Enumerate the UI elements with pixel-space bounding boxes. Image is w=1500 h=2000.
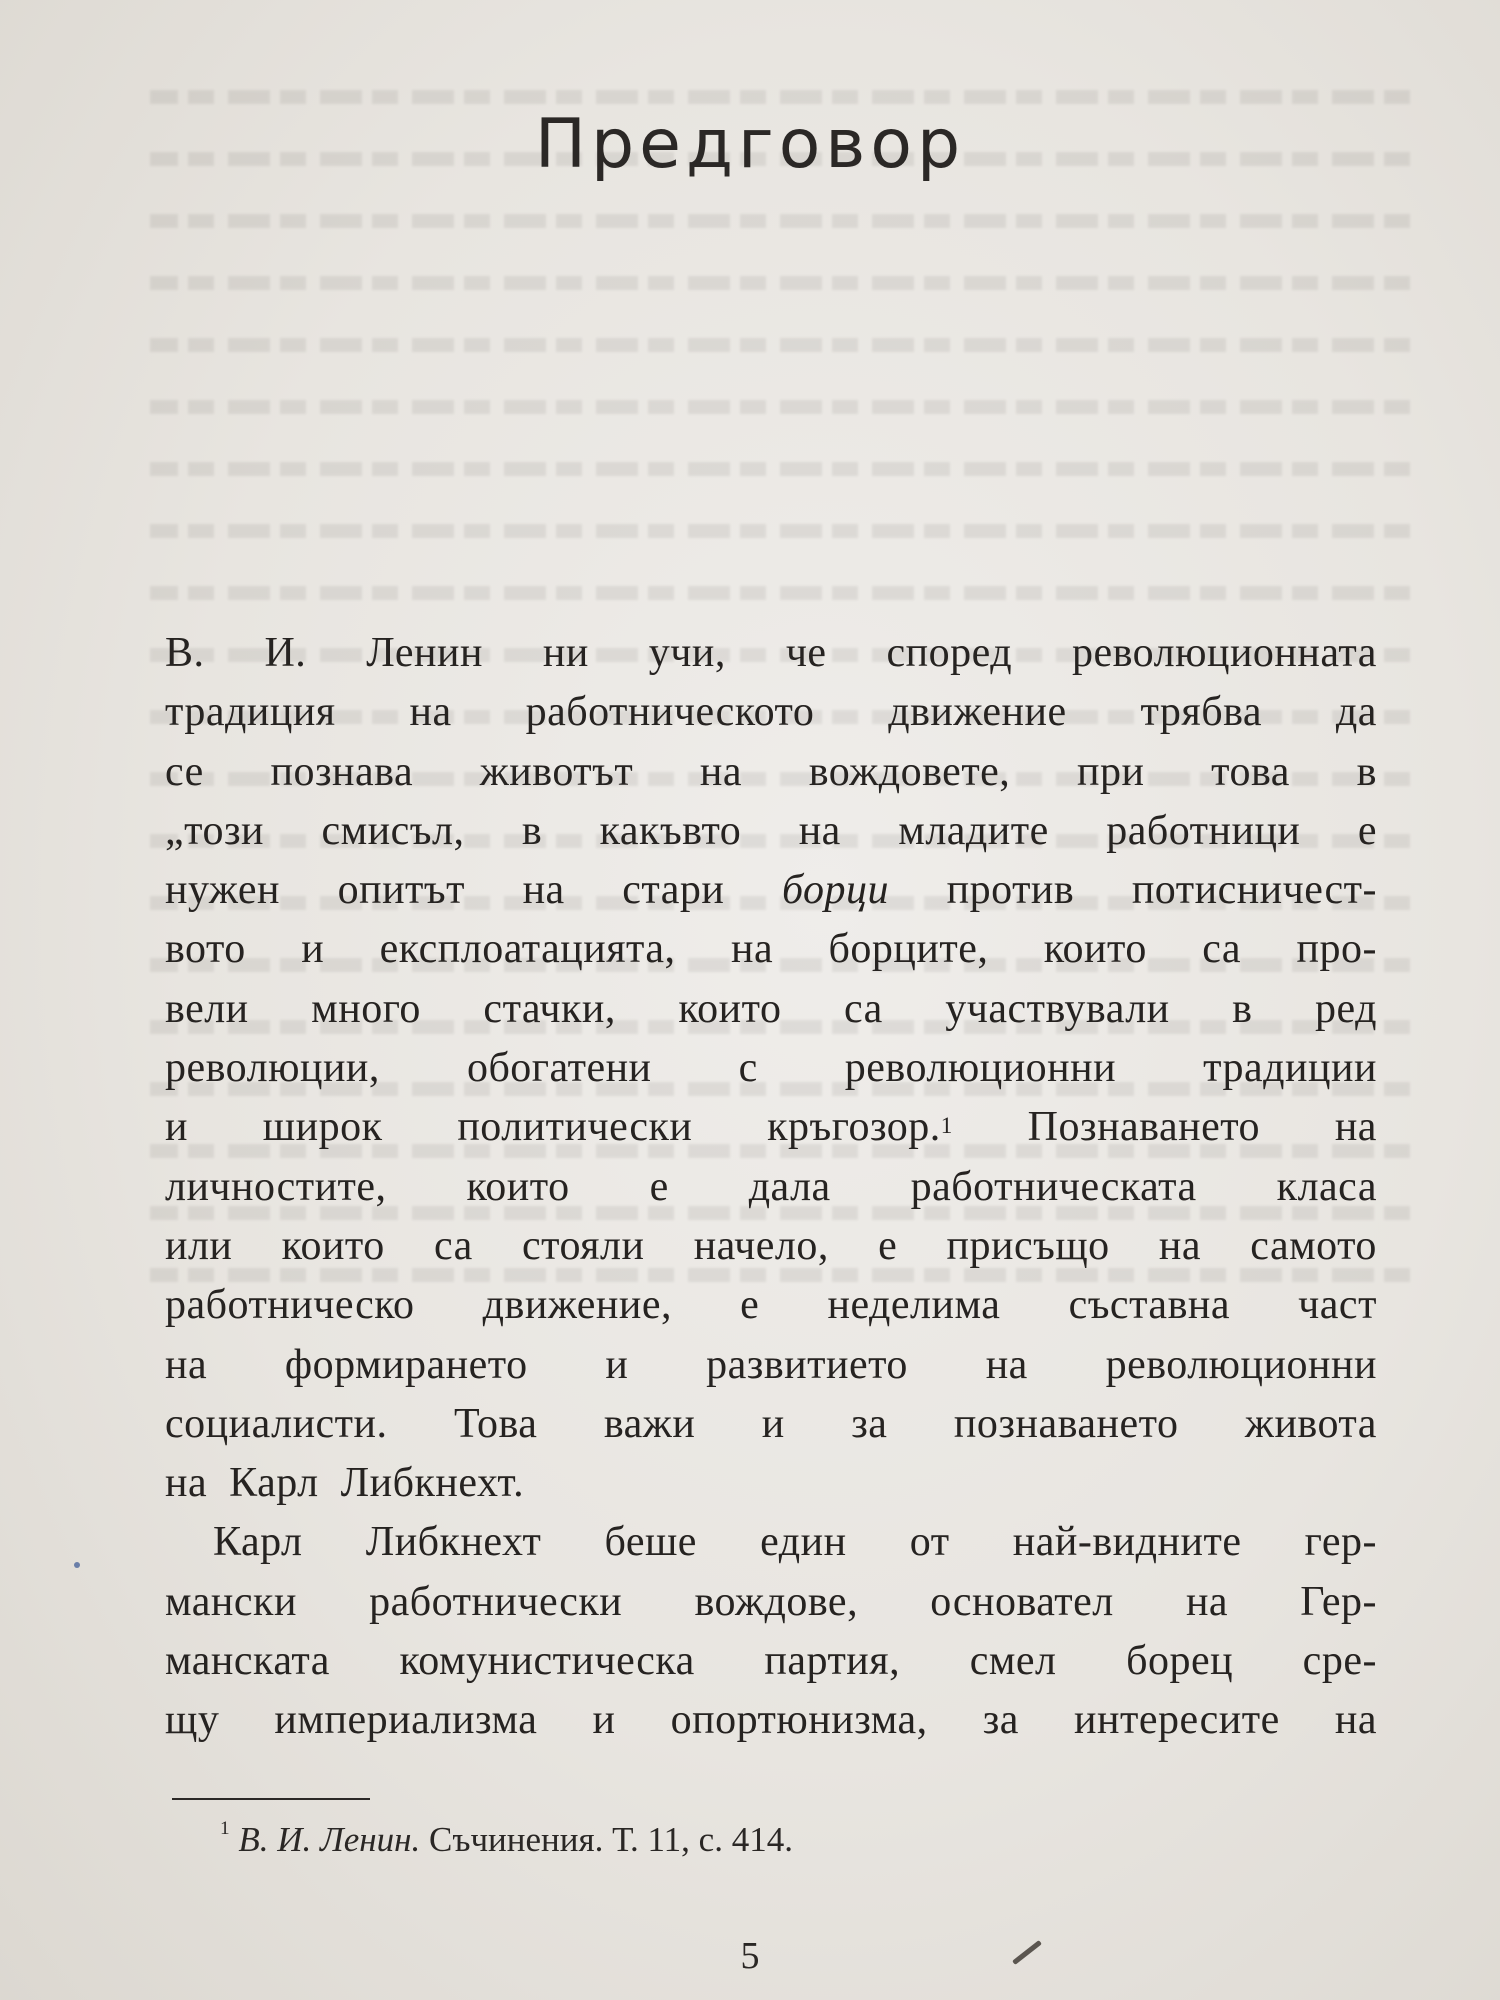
word: на	[1185, 1578, 1229, 1625]
word: от	[909, 1519, 950, 1566]
text-line	[165, 683, 1377, 742]
footnote-divider	[172, 1798, 370, 1800]
word: много	[311, 985, 421, 1032]
text-line	[165, 624, 1377, 683]
word: участвували	[945, 985, 1170, 1032]
word: в	[1356, 748, 1377, 795]
word: и	[592, 1697, 616, 1744]
word: най-видните	[1012, 1519, 1242, 1566]
text-line	[165, 1513, 1377, 1572]
word: на	[798, 807, 841, 854]
word: експлоатацията,	[379, 926, 676, 973]
word: В.	[165, 630, 205, 676]
text-line	[165, 1039, 1377, 1098]
word: животът	[479, 748, 634, 795]
text-line	[165, 980, 1377, 1039]
text-line	[165, 1276, 1377, 1335]
word: според	[886, 630, 1013, 676]
word: Карл	[229, 1460, 319, 1507]
word: Либкнехт.	[340, 1460, 525, 1507]
word: един	[760, 1519, 847, 1566]
word: щу	[165, 1697, 220, 1744]
word: ред	[1315, 985, 1377, 1032]
word: и	[605, 1341, 629, 1388]
word: за	[982, 1697, 1019, 1744]
word: важи	[603, 1400, 696, 1447]
word: присъщо	[946, 1222, 1110, 1269]
word: на	[1158, 1222, 1202, 1269]
word: са	[433, 1222, 473, 1269]
word: обогатени	[466, 1045, 652, 1092]
word: съставна	[1068, 1282, 1231, 1329]
text-line	[165, 1336, 1377, 1395]
word: на	[165, 1460, 208, 1507]
word: на	[699, 748, 743, 795]
word: революции,	[165, 1045, 380, 1092]
paragraph-2	[165, 1513, 1377, 1750]
word: се	[165, 748, 204, 795]
word: империализма	[274, 1697, 538, 1744]
word: Либкнехт	[365, 1519, 542, 1566]
word: и	[761, 1400, 785, 1447]
word: развитието	[706, 1341, 908, 1388]
word: социалисти.	[165, 1400, 388, 1447]
word: революционни	[844, 1045, 1117, 1092]
word: борците,	[828, 926, 989, 973]
word: вели	[165, 985, 249, 1032]
word: живота	[1244, 1400, 1377, 1447]
word: потисничест-	[1131, 867, 1377, 914]
word: опортюнизма,	[670, 1697, 928, 1744]
word: класа	[1276, 1163, 1377, 1210]
word: Гер-	[1300, 1578, 1377, 1625]
word: дала	[748, 1163, 831, 1210]
word: какъвто	[599, 807, 742, 854]
word: е	[740, 1282, 760, 1329]
word: борци	[781, 867, 890, 914]
word: при	[1077, 748, 1145, 795]
word: в	[521, 807, 543, 854]
footnote-marker: 1	[220, 1818, 230, 1839]
word: които	[1043, 926, 1147, 973]
word: начело,	[693, 1222, 829, 1269]
text-line	[165, 1691, 1377, 1750]
word: на	[1334, 1697, 1377, 1744]
word: са	[843, 985, 883, 1032]
word: които	[281, 1222, 385, 1269]
word: смисъл,	[321, 807, 465, 854]
text-line	[165, 1395, 1377, 1454]
word: ни	[542, 630, 589, 676]
text-line	[165, 1573, 1377, 1632]
word: е	[1357, 807, 1377, 854]
word: Карл	[213, 1519, 303, 1566]
word: на	[522, 867, 565, 914]
text-line	[165, 1632, 1377, 1691]
word: вождове,	[694, 1578, 859, 1625]
word: гер-	[1304, 1519, 1377, 1566]
word: учи,	[648, 630, 726, 676]
word: манската	[165, 1638, 330, 1685]
text-line	[165, 802, 1377, 861]
word: борец	[1126, 1638, 1234, 1685]
word: на	[730, 926, 774, 973]
word: опитът	[337, 867, 465, 914]
word: неделима	[827, 1282, 1001, 1329]
word: че	[785, 630, 827, 676]
word: работнически	[369, 1578, 623, 1625]
word: е	[649, 1163, 669, 1210]
word: това	[1211, 748, 1290, 795]
footnote-reference[interactable]: 1	[940, 1112, 953, 1139]
word: работническото	[525, 689, 815, 736]
word: вото	[165, 926, 246, 973]
word: работническо	[165, 1282, 415, 1329]
text-line	[165, 1098, 1377, 1157]
body-text	[165, 624, 1377, 1751]
word: да	[1335, 689, 1377, 736]
text-line	[165, 1217, 1377, 1276]
word: стари	[622, 867, 725, 914]
footnote-source: Съчинения. Т. 11, с. 414.	[429, 1820, 793, 1859]
word: Това	[453, 1400, 538, 1447]
footnote-author: В. И. Ленин.	[238, 1820, 421, 1859]
word: партия,	[764, 1638, 901, 1685]
word: познава	[270, 748, 414, 795]
word: които	[678, 985, 782, 1032]
word: или	[165, 1222, 233, 1269]
ink-speck	[74, 1562, 80, 1568]
text-line	[165, 1158, 1377, 1217]
word: И.	[264, 630, 307, 676]
word: трябва	[1140, 689, 1263, 736]
word: традиция	[165, 689, 336, 736]
page-title: Предговор	[534, 105, 966, 184]
word: които	[466, 1163, 570, 1210]
word: традиции	[1203, 1045, 1377, 1092]
word: про-	[1296, 926, 1377, 973]
word: интересите	[1074, 1697, 1280, 1744]
word: кръгозор.$^1$	[767, 1104, 953, 1151]
word: вождовете,	[808, 748, 1011, 795]
word: част	[1298, 1282, 1377, 1329]
word: на	[1334, 1104, 1377, 1151]
word: Ленин	[366, 630, 483, 676]
word: „този	[165, 807, 265, 854]
text-line	[165, 1454, 1377, 1513]
word: мански	[165, 1578, 297, 1625]
text-line	[165, 920, 1377, 979]
word: самото	[1250, 1222, 1377, 1269]
footnote	[220, 1820, 793, 1860]
word: са	[1202, 926, 1242, 973]
word: на	[985, 1341, 1028, 1388]
word: нужен	[165, 867, 281, 914]
word: беше	[604, 1519, 697, 1566]
word: и	[165, 1104, 188, 1151]
word: на	[409, 689, 452, 736]
word: движение,	[482, 1282, 673, 1329]
word: е	[878, 1222, 898, 1269]
word: личностите,	[165, 1163, 387, 1210]
word: стачки,	[483, 985, 616, 1032]
word: и	[301, 926, 325, 973]
word: стояли	[522, 1222, 645, 1269]
word: с	[738, 1045, 758, 1092]
paragraph-1	[165, 624, 1377, 1513]
text-line	[165, 861, 1377, 920]
page-number: 5	[740, 1935, 760, 1977]
word: работници	[1106, 807, 1301, 854]
word: познаването	[953, 1400, 1179, 1447]
word: движение	[888, 689, 1067, 736]
text-line	[165, 743, 1377, 802]
word: комунистическа	[399, 1638, 695, 1685]
word: смел	[969, 1638, 1057, 1685]
word: формирането	[284, 1341, 528, 1388]
word: работническата	[910, 1163, 1197, 1210]
word: политически	[457, 1104, 693, 1151]
word: на	[165, 1341, 208, 1388]
word: Познаването	[1027, 1104, 1261, 1151]
word: младите	[898, 807, 1049, 854]
word: против	[946, 867, 1075, 914]
word: сре-	[1302, 1638, 1377, 1685]
word: широк	[262, 1104, 383, 1151]
word: за	[851, 1400, 888, 1447]
word: в	[1232, 985, 1253, 1032]
word: революционната	[1072, 630, 1377, 676]
word: революционни	[1105, 1341, 1377, 1388]
word: основател	[930, 1578, 1114, 1625]
